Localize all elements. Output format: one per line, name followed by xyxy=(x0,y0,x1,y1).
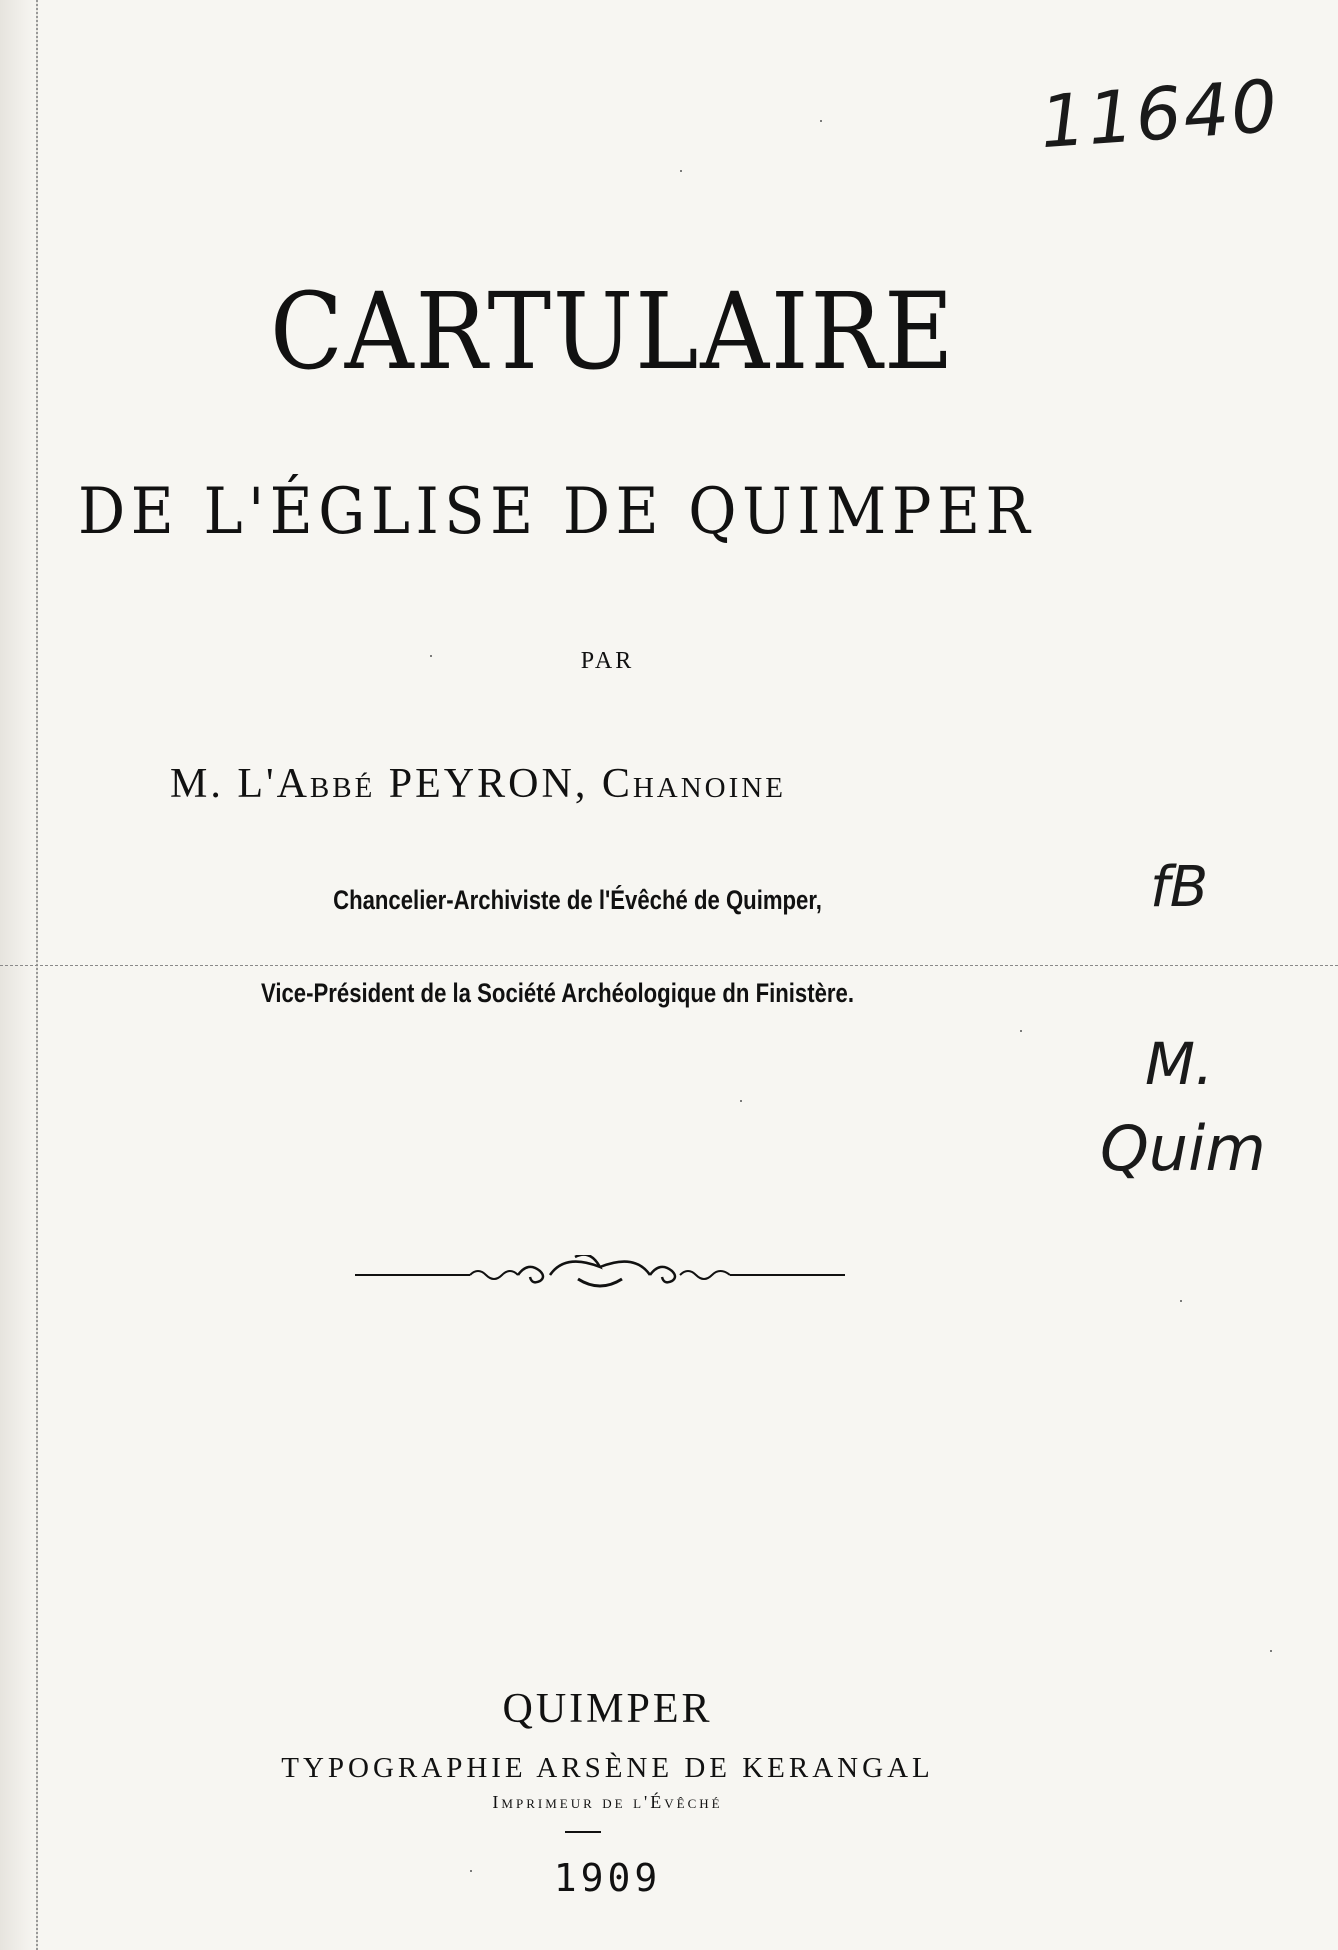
author-affiliation-2: Vice-Président de la Société Archéologique dn Finistère. xyxy=(260,978,855,1008)
handwritten-catalog-number: 11640 xyxy=(1037,63,1282,165)
fold-line xyxy=(0,965,1338,966)
book-title: CARTULAIRE xyxy=(270,270,956,393)
handwritten-note-1: fB xyxy=(1150,855,1209,920)
scan-speck xyxy=(430,655,432,657)
scan-speck xyxy=(740,1100,742,1102)
scan-speck xyxy=(680,170,682,172)
author-affiliation-1: Chancelier-Archiviste de l'Évêché de Quimper, xyxy=(333,885,822,915)
scan-speck xyxy=(1020,1030,1022,1032)
author-line: M. L'Abbé PEYRON, Chanoine xyxy=(170,761,786,807)
scan-speck xyxy=(1180,1300,1182,1302)
imprint-printer: TYPOGRAPHIE ARSÈNE DE KERANGAL xyxy=(281,1752,934,1784)
handwritten-note-3: Quim xyxy=(1100,1112,1266,1185)
ornament-scroll-rule xyxy=(350,1255,850,1295)
scan-speck xyxy=(470,1870,472,1872)
book-subtitle: DE L'ÉGLISE DE QUIMPER xyxy=(78,475,1036,549)
imprint-year: 1909 xyxy=(553,1856,662,1900)
scan-speck xyxy=(1270,1650,1272,1652)
scan-speck xyxy=(820,120,822,122)
imprint-rule xyxy=(565,1831,601,1833)
imprint-printer-role: Imprimeur de l'Évêché xyxy=(492,1792,723,1812)
by-label: PAR xyxy=(580,648,635,674)
page-binding-edge xyxy=(0,0,38,1950)
handwritten-note-2: M. xyxy=(1145,1030,1214,1098)
imprint-city: QUIMPER xyxy=(502,1686,713,1732)
